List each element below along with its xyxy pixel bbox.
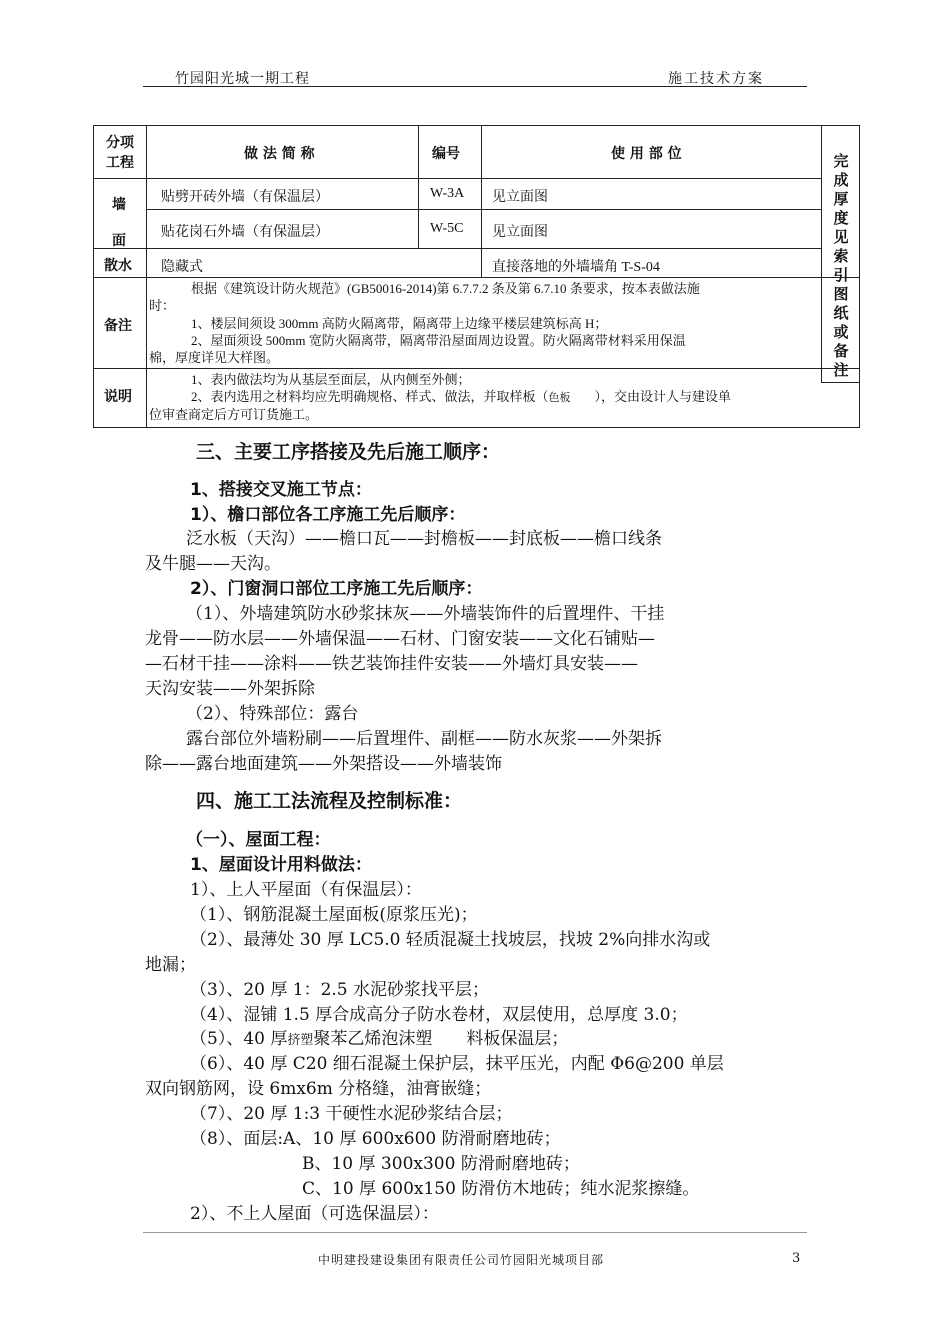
section-4-title: 四、施工工法流程及控制标准： — [196, 790, 463, 812]
header-project: 竹园阳光城一期工程 — [175, 71, 310, 87]
wall-label-1: 墙 — [112, 197, 126, 213]
drain-method: 隐藏式 — [161, 260, 203, 275]
note-line-2 — [191, 388, 731, 407]
wall-row-1-location: 见立面图 — [492, 190, 548, 205]
paragraph-line: （1）、钢筋混凝土屋面板(原浆压光)； — [190, 905, 478, 925]
paragraph-line: 2）、不上人屋面（可选保温层）： — [190, 1204, 439, 1224]
paragraph-line: （7）、20 厚 1:3 干硬性水泥砂浆结合层； — [190, 1104, 513, 1124]
th-method: 做 法 简 称 — [244, 146, 315, 162]
th-code: 编号 — [432, 146, 460, 162]
section-4-1-1: 1、屋面设计用料做法： — [190, 855, 372, 875]
wall-row-1-method: 贴劈开砖外墙（有保温层） — [161, 190, 329, 205]
paragraph-line: 及牛腿——天沟。 — [145, 554, 281, 574]
r1-5c: 聚苯乙烯泡沫塑 — [313, 1029, 433, 1049]
th-item: 分项工程 — [106, 135, 134, 171]
paragraph-line — [190, 1024, 568, 1049]
paragraph-line: 双向钢筋网，设 6mx6m 分格缝，油膏嵌缝； — [145, 1079, 492, 1099]
section-3-1-1: 1）、檐口部位各工序施工先后顺序： — [190, 505, 466, 525]
note-line-3: 位审查商定后方可订货施工。 — [149, 407, 319, 422]
note-label: 说明 — [104, 389, 132, 405]
note-line-2c: ），交由设计人与建设单 — [594, 389, 732, 404]
wall-row-2-code: W-5C — [430, 221, 464, 236]
footer-rule — [143, 1232, 807, 1233]
note-line-2a: 2、表内选用之材料均应先明确规格、样式、做法，并取样板（ — [191, 389, 549, 404]
remark-line-2: 时： — [149, 298, 176, 313]
section-3-1: 1、搭接交叉施工节点： — [190, 480, 372, 500]
remark-line-3: 1、楼层间须设 300mm 高防火隔离带，隔离带上边缘平楼层建筑标高 H； — [191, 316, 608, 331]
paragraph-line: （4）、湿铺 1.5 厚合成高分子防水卷材，双层使用，总厚度 3.0； — [190, 1005, 688, 1025]
r1-5d: 料板保温层； — [466, 1029, 569, 1049]
wall-row-1-code: W-3A — [430, 186, 465, 201]
footer-company: 中明建投建设集团有限责任公司竹园阳光城项目部 — [318, 1253, 605, 1267]
th-location: 使 用 部 位 — [611, 146, 682, 162]
wall-label-2: 面 — [112, 233, 126, 249]
paragraph-line: （3）、20 厚 1：2.5 水泥砂浆找平层； — [190, 980, 490, 1000]
paragraph-line: 除——露台地面建筑——外架搭设——外墙装饰 — [145, 754, 502, 774]
paragraph-line: 1）、上人平屋面（有保温层）： — [190, 880, 422, 900]
paragraph-line: （2）、最薄处 30 厚 LC5.0 轻质混凝土找坡层，找坡 2%向排水沟或 — [190, 930, 711, 950]
paragraph-line: 地漏； — [145, 955, 196, 975]
r1-5a: （5）、40 厚 — [190, 1029, 288, 1049]
page-number: 3 — [792, 1251, 801, 1266]
paragraph-line: C、10 厚 600x150 防滑仿木地砖；纯水泥浆擦缝。 — [302, 1179, 700, 1199]
drain-label: 散水 — [104, 258, 132, 274]
wall-row-2-location: 见立面图 — [492, 225, 548, 240]
side-note: 完成厚度见索引图纸或备注 — [833, 152, 849, 379]
section-3-title: 三、主要工序搭接及先后施工顺序： — [196, 441, 501, 463]
remark-line-5: 棉，厚度详见大样图。 — [149, 350, 280, 365]
note-line-2b: 色板 — [548, 392, 571, 404]
paragraph-line: —石材干挂——涂料——铁艺装饰挂件安装——外墙灯具安装—— — [145, 654, 638, 674]
remark-line-1: 根据《建筑设计防火规范》(GB50016-2014)第 6.7.7.2 条及第 6.7.10 条要求，按本表做法施 — [191, 281, 700, 296]
section-3-1-2: 2）、门窗洞口部位工序施工先后顺序： — [190, 579, 483, 599]
header-rule — [143, 86, 807, 87]
paragraph-line: 天沟安装——外架拆除 — [145, 679, 315, 699]
drain-location: 直接落地的外墙墙角 T-S-04 — [492, 260, 660, 275]
header-doc-type: 施工技术方案 — [668, 71, 764, 87]
paragraph-line: 泛水板（天沟）——檐口瓦——封檐板——封底板——檐口线条 — [186, 529, 662, 549]
paragraph-line: （1）、外墙建筑防水砂浆抹灰——外墙装饰件的后置埋件、干挂 — [186, 604, 665, 624]
paragraph-line: （2）、特殊部位：露台 — [186, 704, 359, 724]
wall-row-2-method: 贴花岗石外墙（有保温层） — [161, 225, 329, 240]
paragraph-line: B、10 厚 300x300 防滑耐磨地砖； — [302, 1154, 580, 1174]
note-line-1: 1、表内做法均为从基层至面层，从内侧至外侧； — [191, 372, 471, 387]
paragraph-line: 露台部位外墙粉刷——后置埋件、副框——防水灰浆——外架拆 — [186, 729, 662, 749]
paragraph-line: （6）、40 厚 C20 细石混凝土保护层，抹平压光，内配 Φ6@200 单层 — [190, 1054, 724, 1074]
paragraph-line: （8）、面层:A、10 厚 600x600 防滑耐磨地砖； — [190, 1129, 561, 1149]
remark-line-4: 2、屋面须设 500mm 宽防火隔离带，隔离带沿屋面周边设置。防火隔离带材料采用保温 — [191, 333, 686, 348]
section-4-1: （一）、屋面工程： — [186, 830, 331, 850]
paragraph-line: 龙骨——防水层——外墙保温——石材、门窗安装——文化石铺贴— — [145, 629, 655, 649]
r1-5b: 挤塑 — [287, 1033, 314, 1048]
remark-label: 备注 — [104, 318, 132, 334]
